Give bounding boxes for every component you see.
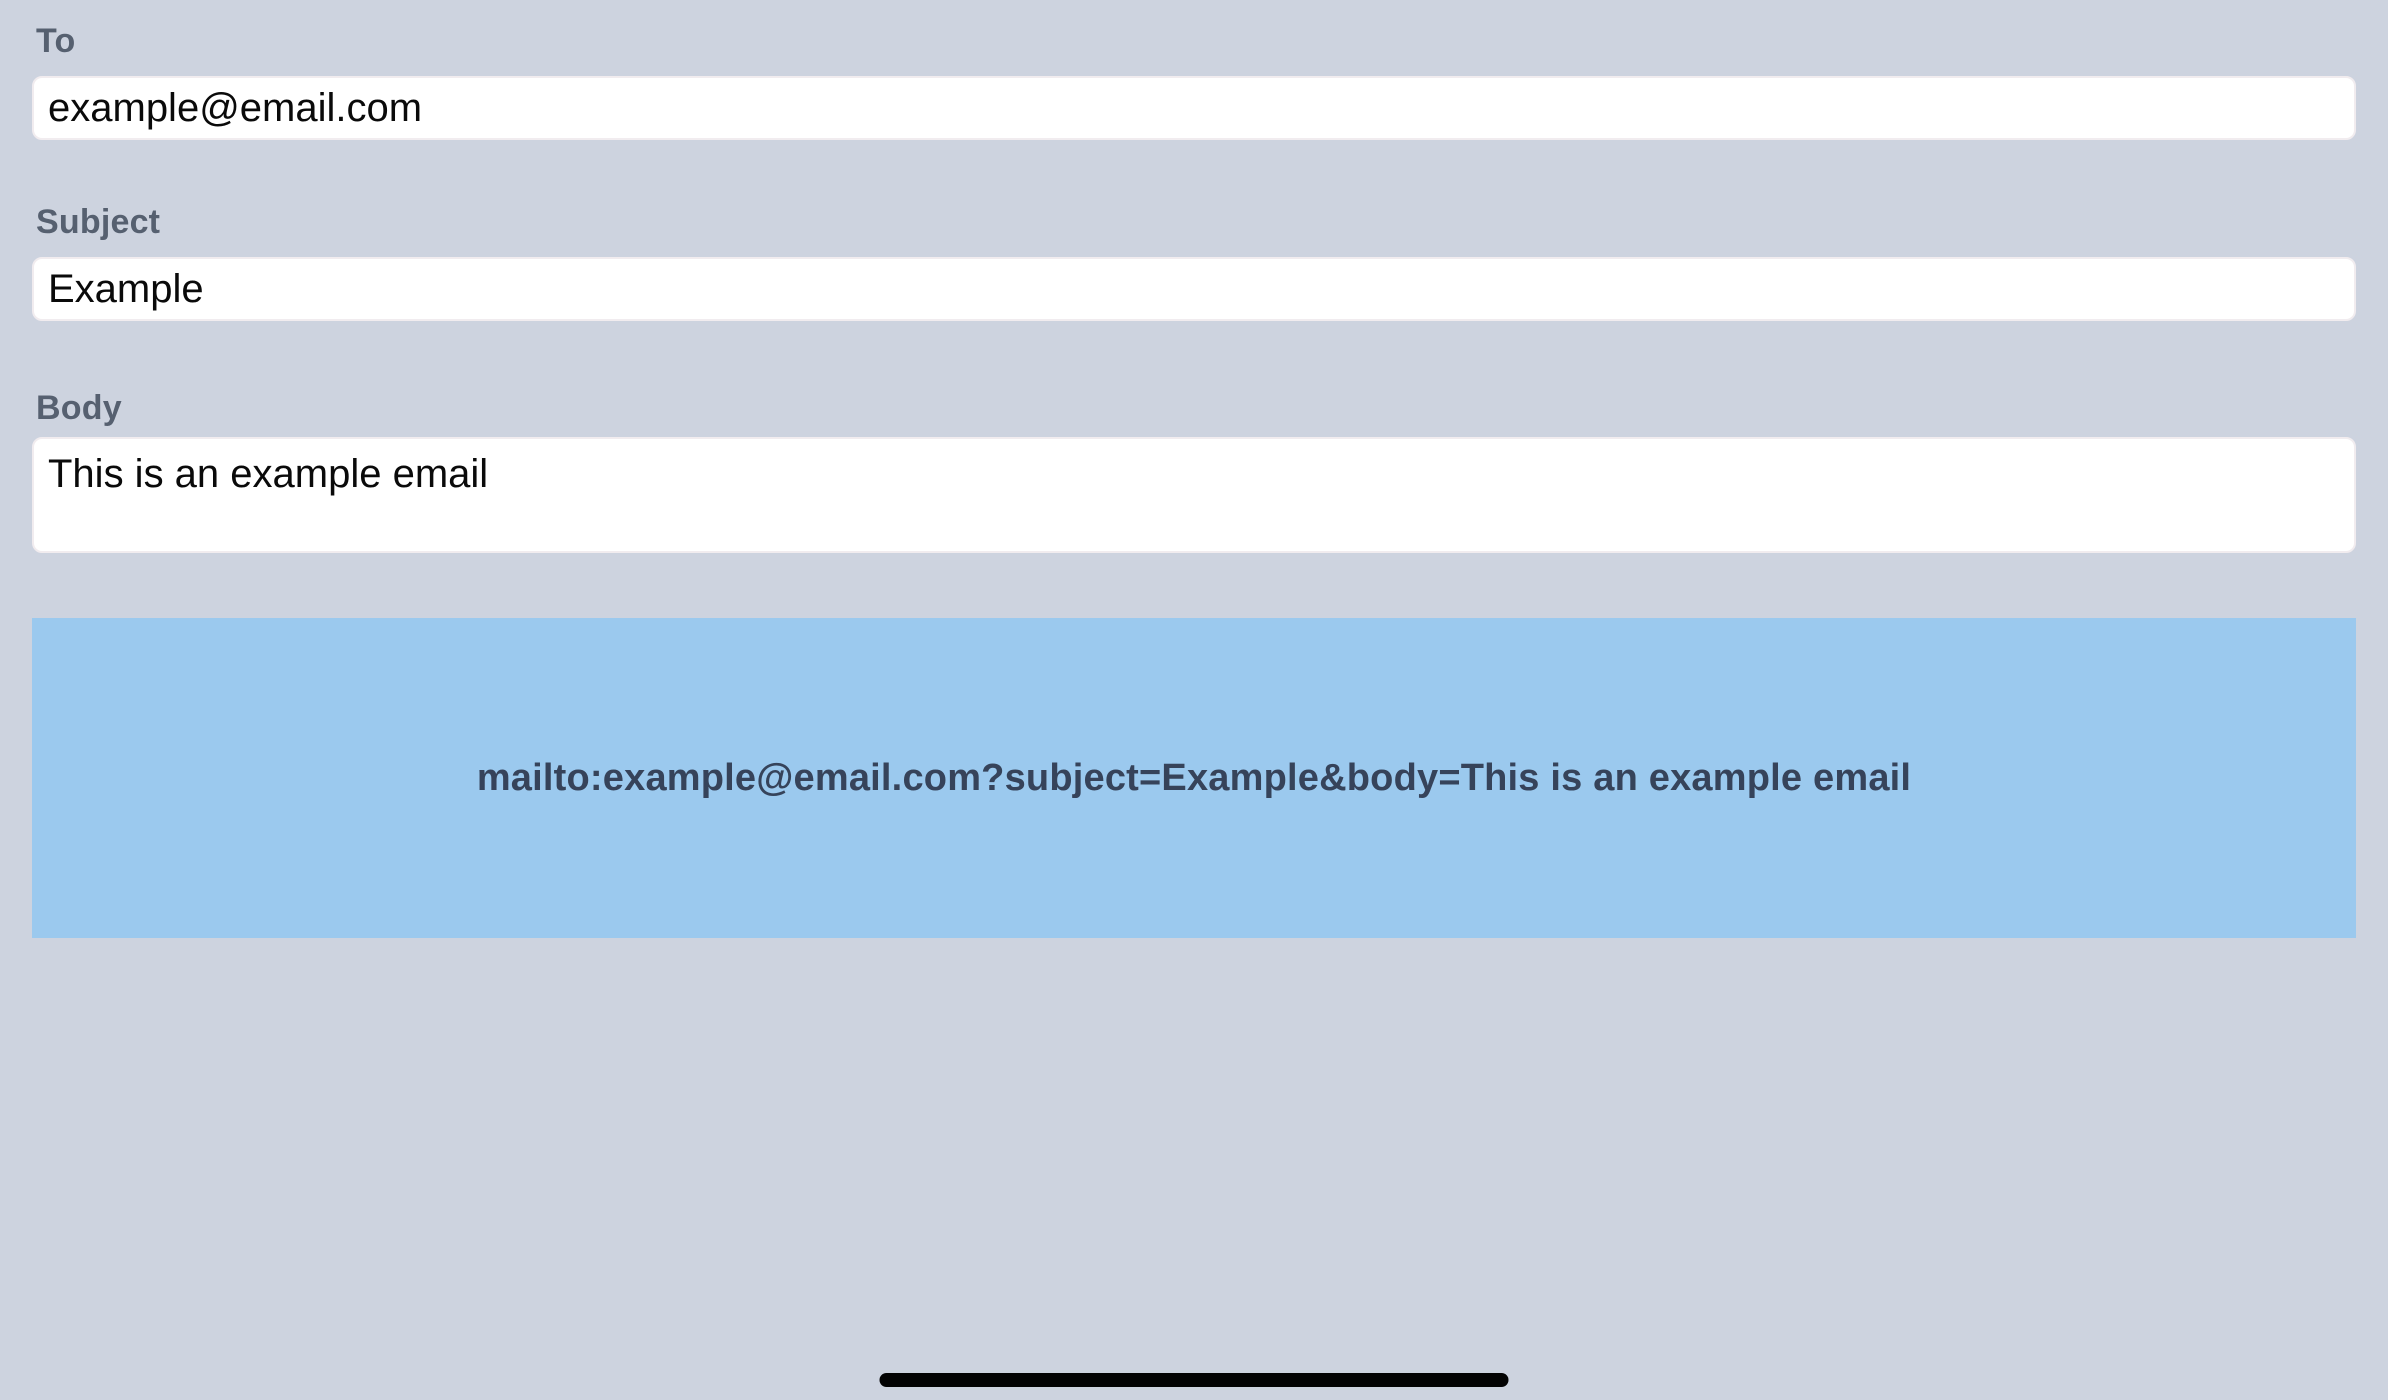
home-indicator[interactable] <box>880 1373 1509 1387</box>
to-field-label: To <box>36 22 76 60</box>
to-input[interactable] <box>32 76 2356 140</box>
mailto-link-text: mailto:example@email.com?subject=Example&body=This is an example email <box>476 756 1912 799</box>
body-input[interactable] <box>32 437 2356 553</box>
subject-input[interactable] <box>32 257 2356 321</box>
mailto-link-preview[interactable] <box>32 618 2356 938</box>
body-field-label: Body <box>36 389 122 427</box>
subject-field-label: Subject <box>36 203 161 241</box>
